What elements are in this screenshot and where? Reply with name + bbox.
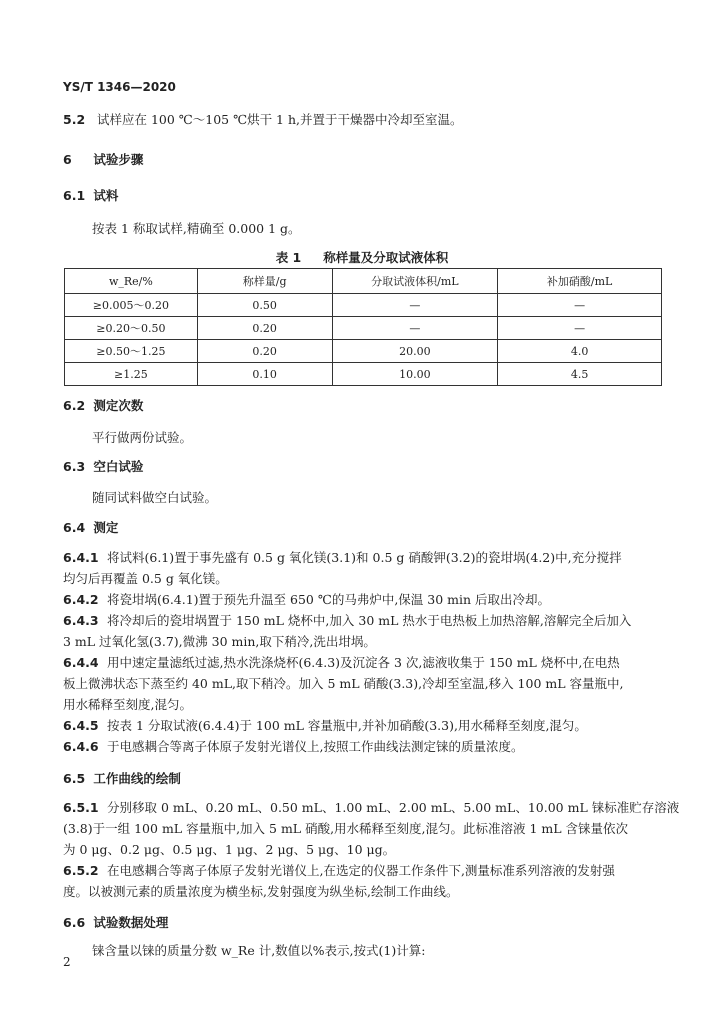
clause-number: 6.4.2 <box>63 592 99 607</box>
caption-title: 称样量及分取试液体积 <box>323 250 449 265</box>
clause-6-4-3 <box>63 613 663 629</box>
section-6-6-body: 铼含量以铼的质量分数 w_Re 计,数值以%表示,按式(1)计算: <box>92 943 426 958</box>
section-6-heading <box>63 152 663 168</box>
section-6-5-heading <box>63 771 663 787</box>
clause-text: 分别移取 0 mL、0.20 mL、0.50 mL、1.00 mL、2.00 mL、5.00 mL、10.00 mL 铼标准贮存溶液 <box>106 800 680 815</box>
section-number: 6.2 <box>63 398 86 413</box>
clause-5-2 <box>63 112 663 128</box>
section-number: 6.1 <box>63 188 86 203</box>
table-cell: ≥0.50～1.25 <box>65 340 198 363</box>
clause-text: 按表 1 分取试液(6.4.4)于 100 mL 容量瓶中,并补加硝酸(3.3),用水稀释至刻度,混匀。 <box>106 718 587 733</box>
section-title: 工作曲线的绘制 <box>93 771 181 786</box>
header-cell: 分取试液体积/mL <box>332 269 498 294</box>
section-number: 6.5 <box>63 771 86 786</box>
clause-6-4-1-cont: 均匀后再覆盖 0.5 g 氧化镁。 <box>63 571 228 586</box>
clause-number: 6.4.4 <box>63 655 99 670</box>
clause-number: 6.4.1 <box>63 550 99 565</box>
clause-number: 6.4.5 <box>63 718 99 733</box>
table-cell: — <box>332 317 498 340</box>
section-title: 试验数据处理 <box>93 915 169 930</box>
section-number: 6 <box>63 152 72 167</box>
clause-number: 6.4.3 <box>63 613 99 628</box>
table-cell: 0.20 <box>197 317 332 340</box>
clause-number: 6.4.6 <box>63 739 99 754</box>
clause-text: 将试料(6.1)置于事先盛有 0.5 g 氧化镁(3.1)和 0.5 g 硝酸钾(3.2)的瓷坩埚(4.2)中,充分搅拌 <box>106 550 622 565</box>
clause-text: 在电感耦合等离子体原子发射光谱仪上,在选定的仪器工作条件下,测量标准系列溶液的发射强 <box>106 863 615 878</box>
table-cell: 0.10 <box>197 363 332 386</box>
section-title: 测定次数 <box>93 398 144 413</box>
table-1-caption <box>0 248 724 266</box>
clause-text: 将冷却后的瓷坩埚置于 150 mL 烧杯中,加入 30 mL 热水于电热板上加热溶解,溶解完全后加入 <box>106 613 632 628</box>
table-cell: — <box>498 294 662 317</box>
table-row <box>65 294 662 317</box>
clause-6-5-2 <box>63 863 663 879</box>
section-6-1-heading <box>63 188 663 204</box>
header-cell: 补加硝酸/mL <box>498 269 662 294</box>
table-row <box>65 340 662 363</box>
clause-6-5-1 <box>63 800 680 816</box>
section-number: 6.3 <box>63 459 86 474</box>
section-number: 6.4 <box>63 520 86 535</box>
section-title: 试验步骤 <box>93 152 144 167</box>
clause-text: 于电感耦合等离子体原子发射光谱仪上,按照工作曲线法测定铼的质量浓度。 <box>106 739 524 754</box>
clause-text: 试样应在 100 ℃～105 ℃烘干 1 h,并置于干燥器中冷却至室温。 <box>96 112 463 127</box>
table-cell: ≥0.20～0.50 <box>65 317 198 340</box>
standard-header: YS/T 1346—2020 <box>63 80 176 94</box>
page-number: 2 <box>63 955 71 969</box>
table-cell: — <box>332 294 498 317</box>
table-cell: ≥1.25 <box>65 363 198 386</box>
clause-6-4-1 <box>63 550 663 566</box>
clause-6-4-2 <box>63 592 663 608</box>
section-number: 6.6 <box>63 915 86 930</box>
table-cell: 20.00 <box>332 340 498 363</box>
section-title: 试料 <box>93 188 119 203</box>
clause-6-5-2-cont: 度。以被测元素的质量浓度为横坐标,发射强度为纵坐标,绘制工作曲线。 <box>63 884 459 899</box>
section-6-3-body: 随同试料做空白试验。 <box>92 490 218 505</box>
table-cell: 4.0 <box>498 340 662 363</box>
table-row <box>65 317 662 340</box>
header-cell: 称样量/g <box>197 269 332 294</box>
section-6-4-heading <box>63 520 663 536</box>
table-cell: 0.20 <box>197 340 332 363</box>
section-6-2-body: 平行做两份试验。 <box>92 430 193 445</box>
header-cell: w_Re/% <box>65 269 198 294</box>
clause-number: 6.5.1 <box>63 800 99 815</box>
clause-6-5-1-cont: (3.8)于一组 100 mL 容量瓶中,加入 5 mL 硝酸,用水稀释至刻度,混匀。此标准溶液 1 mL 含铼量依次 <box>63 821 629 836</box>
section-6-2-heading <box>63 398 663 414</box>
section-6-1-body: 按表 1 称取试样,精确至 0.000 1 g。 <box>92 221 301 236</box>
section-title: 空白试验 <box>93 459 144 474</box>
section-6-6-heading <box>63 915 663 931</box>
clause-6-4-4-cont: 用水稀释至刻度,混匀。 <box>63 697 192 712</box>
caption-number: 表 1 <box>275 250 302 265</box>
clause-number: 6.5.2 <box>63 863 99 878</box>
table-cell: ≥0.005～0.20 <box>65 294 198 317</box>
table-cell: 4.5 <box>498 363 662 386</box>
table-row <box>65 363 662 386</box>
table-1 <box>64 268 662 386</box>
clause-6-4-6 <box>63 739 663 755</box>
clause-6-5-1-cont: 为 0 μg、0.2 μg、0.5 μg、1 μg、2 μg、5 μg、10 μg。 <box>63 842 396 857</box>
table-cell: 10.00 <box>332 363 498 386</box>
clause-6-4-4-cont: 板上微沸状态下蒸至约 40 mL,取下稍冷。加入 5 mL 硝酸(3.3),冷却至室温,移入 100 mL 容量瓶中, <box>63 676 624 691</box>
table-cell: 0.50 <box>197 294 332 317</box>
section-title: 测定 <box>93 520 119 535</box>
clause-number: 5.2 <box>63 112 86 127</box>
clause-6-4-3-cont: 3 mL 过氧化氢(3.7),微沸 30 min,取下稍冷,洗出坩埚。 <box>63 634 376 649</box>
clause-6-4-5 <box>63 718 663 734</box>
clause-6-4-4 <box>63 655 663 671</box>
clause-text: 用中速定量滤纸过滤,热水洗涤烧杯(6.4.3)及沉淀各 3 次,滤液收集于 150 mL 烧杯中,在电热 <box>106 655 620 670</box>
section-6-3-heading <box>63 459 663 475</box>
table-header-row <box>65 269 662 294</box>
table-cell: — <box>498 317 662 340</box>
clause-text: 将瓷坩埚(6.4.1)置于预先升温至 650 ℃的马弗炉中,保温 30 min 后取出冷却。 <box>106 592 551 607</box>
